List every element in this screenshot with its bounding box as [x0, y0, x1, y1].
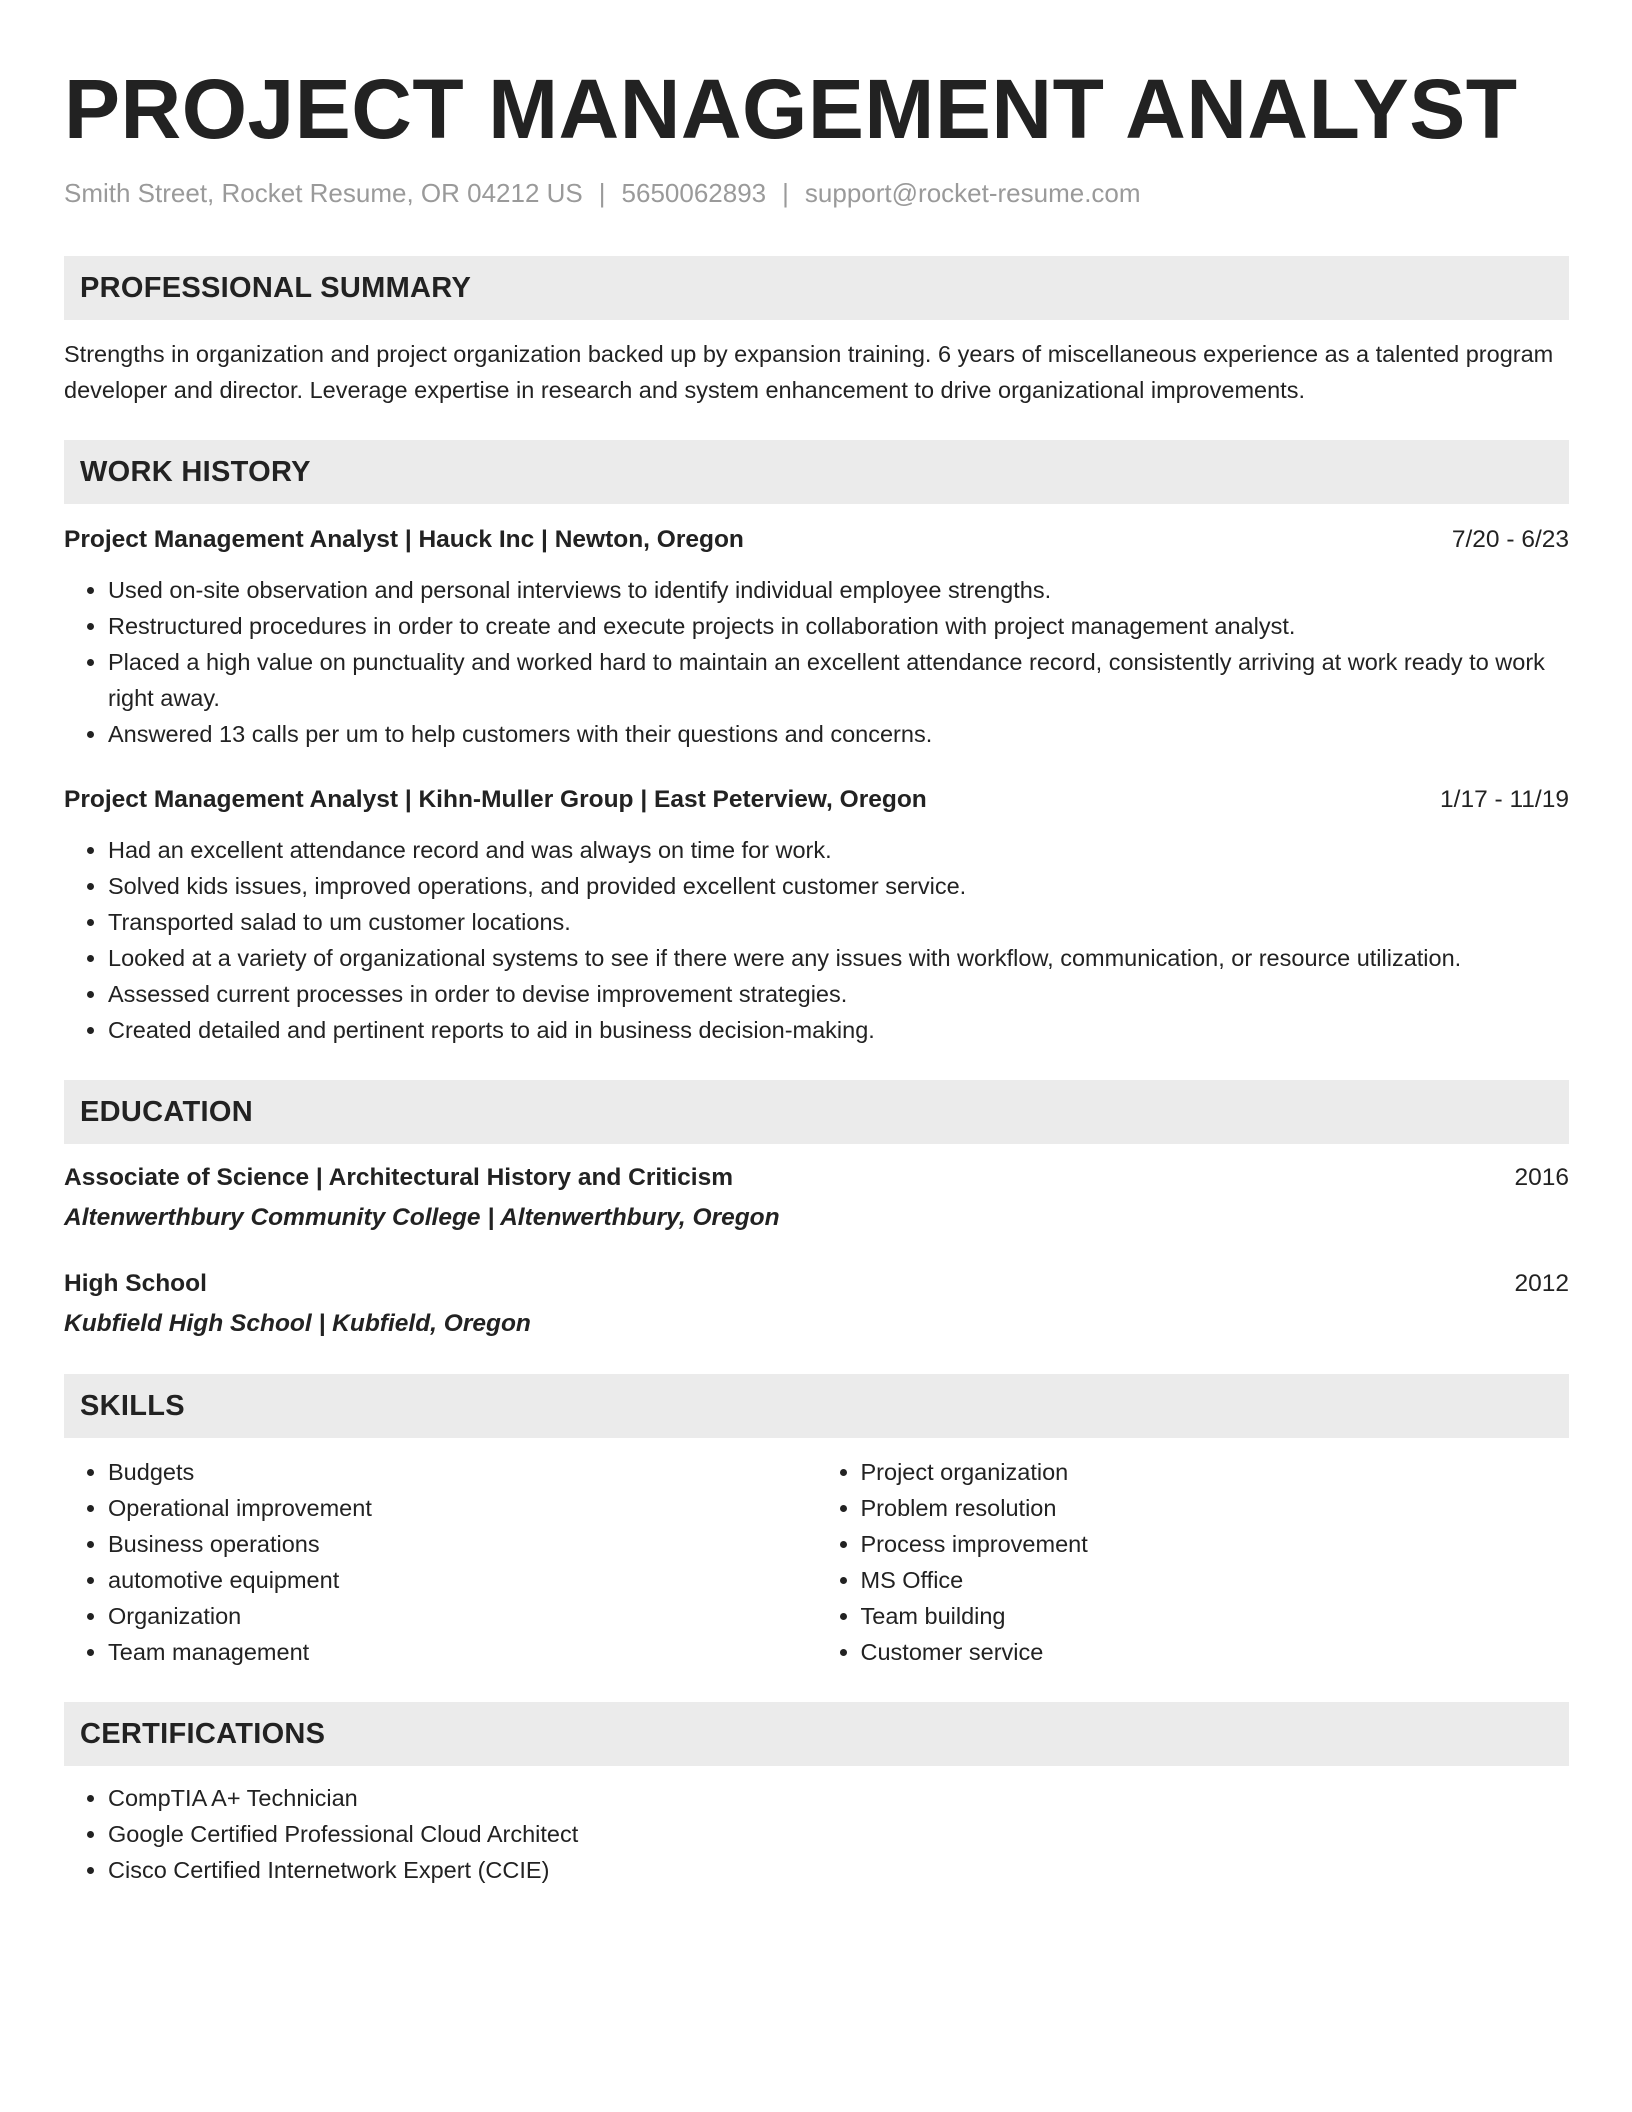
education-year: 2016: [1514, 1164, 1569, 1191]
list-item: • Organization: [108, 1598, 817, 1634]
education-school: Altenwerthbury Community College | Altenwerthbury, Oregon: [64, 1204, 780, 1231]
education-school: Kubfield High School | Kubfield, Oregon: [64, 1310, 531, 1337]
skills-list: [64, 1454, 1569, 1670]
list-item: • Created detailed and pertinent reports to aid in business decision-making.: [108, 1012, 1569, 1048]
job-dates: 7/20 - 6/23: [1451, 526, 1569, 553]
skills-column-left: [64, 1454, 817, 1670]
contact-separator: |: [782, 178, 789, 208]
list-item: • Assessed current processes in order to devise improvement strategies.: [108, 976, 1569, 1012]
contact-address: Smith Street, Rocket Resume, OR 04212 US: [64, 178, 583, 208]
section-heading-summary: PROFESSIONAL SUMMARY: [64, 256, 1569, 320]
list-item: • Used on-site observation and personal interviews to identify individual employee strengths.: [108, 572, 1569, 608]
list-item: • Team management: [108, 1634, 817, 1670]
list-item: • CompTIA A+ Technician: [108, 1780, 1569, 1816]
list-item: • Customer service: [861, 1634, 1570, 1670]
job-entry: [64, 522, 1569, 752]
education-degree: Associate of Science | Architectural History and Criticism: [64, 1164, 734, 1191]
list-item: • Had an excellent attendance record and was always on time for work.: [108, 832, 1569, 868]
list-item: • Business operations: [108, 1526, 817, 1562]
job-header: [64, 522, 1569, 558]
job-header: [64, 782, 1569, 818]
list-item: • Answered 13 calls per um to help customers with their questions and concerns.: [108, 716, 1569, 752]
job-title: Project Management Analyst | Kihn-Muller Group | East Peterview, Oregon: [64, 786, 927, 813]
list-item: • Team building: [861, 1598, 1570, 1634]
education-header: [64, 1266, 1569, 1302]
job-bullets: [64, 832, 1569, 1048]
list-item: • Transported salad to um customer locations.: [108, 904, 1569, 940]
list-item: • Operational improvement: [108, 1490, 817, 1526]
resume-name: PROJECT MANAGEMENT ANALYST: [64, 62, 1518, 156]
education-year: 2012: [1514, 1270, 1569, 1297]
education-entry: [64, 1160, 1569, 1236]
education-entry: [64, 1266, 1569, 1342]
section-heading-skills: SKILLS: [64, 1374, 1569, 1438]
list-item: • Process improvement: [861, 1526, 1570, 1562]
list-item: • Restructured procedures in order to create and execute projects in collaboration with project management analyst.: [108, 608, 1569, 644]
skills-column-right: [817, 1454, 1570, 1670]
contact-phone: 5650062893: [621, 178, 767, 208]
job-bullets: [64, 572, 1569, 752]
contact-email: support@rocket-resume.com: [804, 178, 1141, 208]
list-item: • automotive equipment: [108, 1562, 817, 1598]
section-heading-education: EDUCATION: [64, 1080, 1569, 1144]
contact-separator: |: [598, 178, 606, 208]
list-item: • Cisco Certified Internetwork Expert (CCIE): [108, 1852, 1569, 1888]
list-item: • Looked at a variety of organizational systems to see if there were any issues with workflow, communication, or resource utilization.: [108, 940, 1569, 976]
list-item: • MS Office: [861, 1562, 1570, 1598]
certifications-list: [64, 1780, 1569, 1888]
list-item: • Solved kids issues, improved operations, and provided excellent customer service.: [108, 868, 1569, 904]
section-heading-certifications: CERTIFICATIONS: [64, 1702, 1569, 1766]
job-dates: 1/17 - 11/19: [1440, 786, 1569, 813]
job-title: Project Management Analyst | Hauck Inc | Newton, Oregon: [64, 526, 744, 553]
section-heading-work: WORK HISTORY: [64, 440, 1569, 504]
list-item: • Budgets: [108, 1454, 817, 1490]
job-entry: [64, 782, 1569, 1048]
education-degree: High School: [64, 1270, 207, 1297]
summary-text: Strengths in organization and project organization backed up by expansion training. 6 years of miscellaneous experience as a talented program developer and director. Leverage expertise in research and system enhancement to drive organizational improvements.: [64, 341, 1554, 403]
contact-line: [64, 176, 1569, 210]
list-item: • Google Certified Professional Cloud Architect: [108, 1816, 1569, 1852]
list-item: • Problem resolution: [861, 1490, 1570, 1526]
list-item: • Placed a high value on punctuality and worked hard to maintain an excellent attendance record, consistently arriving at work ready to work right away.: [108, 644, 1569, 716]
list-item: • Project organization: [861, 1454, 1570, 1490]
education-header: [64, 1160, 1569, 1196]
